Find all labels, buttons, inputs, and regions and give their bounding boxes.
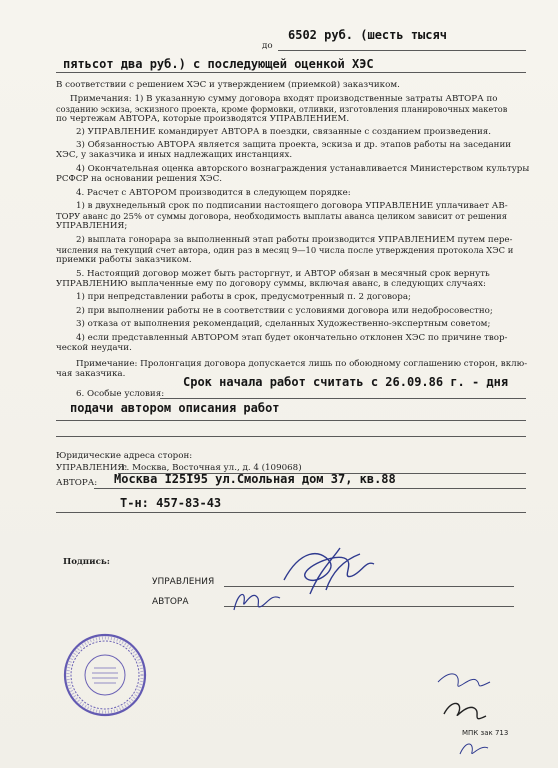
s4-line: УПРАВЛЕНИЯ; [56,221,128,231]
s5-line: 4) если представленный АВТОРОМ этап будет окончательно отклонен ХЭС по причине твор- [76,333,508,343]
s4-line: 2) выплата гонорара за выполненный этап работы производится УПРАВЛЕНИЕМ путем пере- [76,235,513,245]
amount-underline-1 [278,50,526,51]
s6-typed-line-1: Срок начала работ считать с 26.09.86 г. - дня [183,375,509,389]
s4-line: числения на текущий счет автора, один раз в месяц 9—10 числа после утверждения протокола ХЭС и [56,245,514,255]
note-line: по чертежам АВТОРА, которые производятся УПРАВЛЕНИЕМ. [56,114,350,124]
addr-avt-typed: Москва I25I95 ул.Смольная дом 37, кв.88 [114,472,396,486]
s6-underline-2 [56,420,526,421]
s6-label: 6. Особые условия: [76,389,165,399]
s5-line: 1) при непредставлении работы в срок, предусмотренный п. 2 договора; [76,292,411,302]
s6-underline-3 [56,436,526,437]
addr-phone-typed: Т-н: 457-83-43 [120,496,222,510]
s4-line: ТОРУ аванс до 25% от суммы договора, необходимость выплаты аванса целиком зависит от решения [56,211,508,221]
addr-upr-value: г. Москва, Восточная ул., д. 4 (109068) [122,463,302,473]
amount-typed-line-1: 6502 руб. (шесть тысяч [288,28,447,42]
note2-line: чая заказчика. [56,369,126,379]
amount-underline-2 [56,72,526,73]
prefix-do: до [262,41,273,51]
handwritten-initials-icon [430,668,510,764]
addr-avt-underline [94,488,526,489]
s6-underline-1 [160,398,526,399]
s5-line: 2) при выполнении работы не в соответствии с условиями договора или недобросовестно; [76,306,493,316]
signature-avt-icon [228,584,288,618]
amount-typed-line-2: пятьсот два руб.) с последующей оценкой ХЭС [63,57,374,71]
s4-line: 1) в двухнедельный срок по подписании настоящего договора УПРАВЛЕНИЕ уплачивает АВ- [76,201,508,211]
s5-line: ческой неудачи. [56,343,132,353]
s4-line: 4. Расчет с АВТОРОМ производится в следующем порядке: [76,188,351,198]
addr-avt-label: АВТОРА: [56,478,98,488]
note-line: созданию эскиза, эскизного проекта, кроме формовки, отливки, изготовления планировочных макетов [56,104,508,114]
addr-title: Юридические адреса сторон: [56,451,193,461]
s6-typed-line-2: подачи автором описания работ [70,401,280,415]
intro-text: В соответствии с решением ХЭС и утверждением (приемкой) заказчиком. [56,80,400,90]
s5-line: УПРАВЛЕНИЮ выплаченные ему по договору суммы, включая аванс, в следующих случаях: [56,279,486,289]
note-line: Примечания: 1) В указанную сумму договора входят производственные затраты АВТОРА по [70,94,498,104]
note-line: ХЭС, у заказчика и иных надлежащих инстанциях. [56,150,293,160]
note-line: 3) Обязанностью АВТОРА является защита проекта, эскиза и др. этапов работы на заседании [76,140,512,150]
sign-title: Подпись: [63,557,110,567]
note-line: 2) УПРАВЛЕНИЕ командирует АВТОРА в поездки, связанные с созданием произведения. [76,127,492,137]
footer-code: МПК зак 713 [462,729,509,737]
s5-line: 5. Настоящий договор может быть расторгнут, и АВТОР обязан в месячный срок вернуть [76,269,490,279]
addr-upr-label: УПРАВЛЕНИЯ: [56,463,128,473]
note2-line: Примечание: Пролонгация договора допускается лишь по обоюдному соглашению сторон, вклю- [76,359,528,369]
sign-upr-label: УПРАВЛЕНИЯ [152,577,215,587]
round-stamp-icon [62,632,148,718]
addr-underline-3 [56,512,526,513]
s4-line: приемки работы заказчиком. [56,255,192,265]
sign-avt-label: АВТОРА [152,597,189,607]
note-line: РСФСР на основании решения ХЭС. [56,174,222,184]
note-line: 4) Окончательная оценка авторского вознаграждения устанавливается Министерством культуры [76,164,530,174]
s5-line: 3) отказа от выполнения рекомендаций, сделанных Художественно-экспертным советом; [76,319,491,329]
